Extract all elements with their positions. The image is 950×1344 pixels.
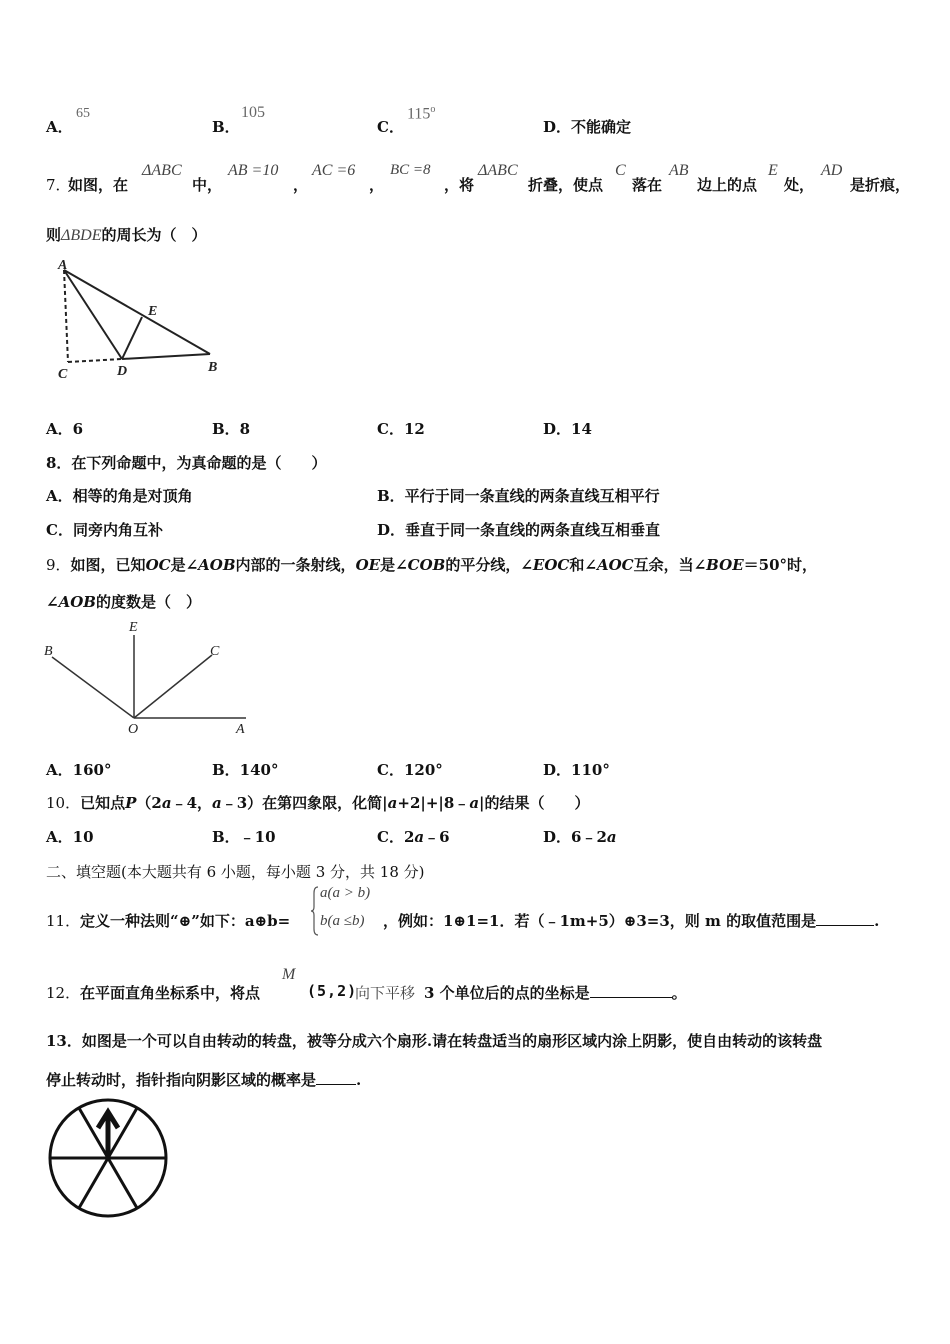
q7-math-ab: AB bbox=[669, 162, 689, 179]
q7-text: 落在 bbox=[632, 176, 663, 194]
q10-text: +2|+|8﹣ bbox=[397, 794, 470, 812]
q13-stem-line2 bbox=[46, 1069, 361, 1090]
q9-text: 如图，已知 bbox=[70, 556, 146, 574]
ray-ob bbox=[52, 657, 134, 718]
q6-option-a-label: A． bbox=[46, 118, 73, 136]
q7-math-ac: AC =6 bbox=[312, 162, 356, 179]
q7-math-triangle-abc: ΔABC bbox=[142, 162, 182, 179]
q9-text: 是∠ bbox=[380, 556, 408, 574]
q12-text-end bbox=[424, 982, 687, 1003]
q9-text: 是∠ bbox=[170, 556, 199, 574]
q12-text: 3 个单位后的点的坐标是 bbox=[424, 984, 590, 1002]
q13-text: . bbox=[356, 1071, 362, 1089]
q13-stem-line1: 13．如图是一个可以自由转动的转盘，被等分成六个扇形.请在转盘适当的扇形区域内涂上阴影，使自由转动的该转盘 bbox=[46, 1032, 823, 1050]
q9-var: EOC bbox=[532, 556, 570, 574]
q8-option-c: C．同旁内角互补 bbox=[46, 521, 163, 539]
q7-option-b: B．8 bbox=[212, 420, 251, 438]
q12-point: (5,2) bbox=[307, 982, 358, 1000]
q7-text: ，将 bbox=[444, 176, 475, 194]
q9-number: 9． bbox=[46, 556, 71, 574]
q10-text: ﹣3）在第四象限，化简| bbox=[221, 794, 388, 812]
q11-text: ，例如：1⊕1=1．若（﹣1m+5）⊕3=3，则 m 的取值范围是 bbox=[383, 912, 817, 930]
q7-text: 则 bbox=[46, 226, 62, 244]
q10-option-a: A．10 bbox=[46, 828, 94, 846]
q11-case2: b(a ≤b) bbox=[320, 913, 365, 929]
label-d: D bbox=[117, 364, 128, 379]
q10-text: 已知点 bbox=[80, 794, 126, 812]
q11-text-end bbox=[383, 910, 879, 931]
spinner-figure bbox=[46, 1096, 170, 1220]
q7-text: 是折痕， bbox=[850, 176, 911, 194]
q9-option-b: B．140° bbox=[212, 761, 279, 779]
q9-option-d: D．110° bbox=[543, 761, 610, 779]
q10-var: a bbox=[161, 794, 172, 812]
q9-var: OE bbox=[355, 556, 381, 574]
q10-option-b: B．﹣10 bbox=[212, 828, 276, 846]
q7-text: ， bbox=[293, 176, 309, 194]
q7-text: 中， bbox=[192, 176, 223, 194]
q12-text: 在平面直角坐标系中，将点 bbox=[80, 984, 261, 1002]
fold-line-cd bbox=[68, 359, 122, 362]
q10-text: |的结果（ ） bbox=[479, 794, 590, 812]
q9-var: AOB bbox=[198, 556, 236, 574]
q8-option-b: B．平行于同一条直线的两条直线互相平行 bbox=[377, 487, 660, 505]
q7-stem-line2 bbox=[46, 224, 207, 245]
q6-option-a bbox=[46, 116, 73, 137]
q9-stem-line2 bbox=[46, 591, 201, 612]
label-b: B bbox=[44, 644, 53, 659]
label-c: C bbox=[58, 367, 68, 382]
q8-option-a: A．相等的角是对顶角 bbox=[46, 487, 193, 505]
q11-text: . bbox=[874, 912, 880, 930]
q7-option-a: A．6 bbox=[46, 420, 84, 438]
label-a: A bbox=[236, 722, 245, 737]
q11-piecewise bbox=[311, 885, 383, 937]
q9-var: BOE bbox=[706, 556, 744, 574]
ray-oc bbox=[134, 655, 212, 718]
q7-text: 处， bbox=[784, 176, 815, 194]
q11-number: 11． bbox=[46, 912, 81, 930]
q7-math-point-c: C bbox=[615, 162, 626, 179]
label-b: B bbox=[208, 360, 218, 375]
label-e: E bbox=[148, 304, 158, 319]
q6-option-b-value: 105 bbox=[241, 104, 265, 121]
q6-option-a-value: 65 bbox=[76, 106, 90, 121]
q10-option-d bbox=[543, 826, 617, 847]
q11-case1: a(a > b) bbox=[320, 885, 371, 901]
q10-option-c bbox=[377, 826, 450, 847]
left-brace-icon bbox=[311, 885, 319, 937]
q13-text: 停止转动时，指针指向阴影区域的概率是 bbox=[46, 1071, 317, 1089]
q6-option-b-label: B． bbox=[212, 118, 240, 136]
q6-option-c-label: C． bbox=[377, 118, 404, 136]
q10-text: C．2 bbox=[377, 828, 415, 846]
q10-text: D．6﹣2 bbox=[543, 828, 607, 846]
line-ab bbox=[64, 270, 210, 354]
label-o: O bbox=[128, 722, 139, 737]
q12-number: 12． bbox=[46, 984, 81, 1002]
q9-option-a: A．160° bbox=[46, 761, 112, 779]
q10-var: a bbox=[606, 828, 617, 846]
answer-blank[interactable] bbox=[316, 1072, 356, 1085]
q12-math-m: M bbox=[282, 966, 296, 983]
q7-option-c: C．12 bbox=[377, 420, 425, 438]
line-db bbox=[122, 354, 210, 359]
label-a: A bbox=[58, 258, 68, 273]
section-heading: 二、填空题(本大题共有 6 小题，每小题 3 分，共 18 分) bbox=[46, 863, 425, 881]
q7-text: 边上的点 bbox=[697, 176, 758, 194]
q9-angle-figure bbox=[40, 615, 260, 740]
q9-text: 互余，当∠ bbox=[633, 556, 707, 574]
label-e: E bbox=[129, 620, 138, 635]
q10-stem bbox=[46, 792, 590, 813]
q7-text: ， bbox=[369, 176, 385, 194]
q12-text: 向下平移 bbox=[355, 984, 416, 1002]
q7-math-ad: AD bbox=[821, 162, 843, 179]
q10-var: a bbox=[387, 794, 398, 812]
q7-option-d: D．14 bbox=[543, 420, 592, 438]
q12-text: 。 bbox=[671, 984, 687, 1002]
q10-text: ﹣6 bbox=[424, 828, 450, 846]
line-de bbox=[122, 317, 142, 359]
q10-var: a bbox=[414, 828, 425, 846]
q7-math-triangle-abc: ΔABC bbox=[478, 162, 518, 179]
degree-superscript: o bbox=[430, 104, 436, 115]
q10-text: （2 bbox=[136, 794, 162, 812]
q9-text: 的平分线，∠ bbox=[445, 556, 533, 574]
q11-text-start: 定义一种法则“⊕”如下：a⊕b= bbox=[80, 912, 291, 930]
q6-option-c-value: 115$^o$ bbox=[407, 104, 436, 123]
answer-blank[interactable] bbox=[590, 985, 672, 998]
q9-var: OC bbox=[145, 556, 171, 574]
q10-number: 10． bbox=[46, 794, 81, 812]
q9-var: AOB bbox=[58, 593, 96, 611]
q10-var: a bbox=[212, 794, 222, 812]
q7-math-ab: AB =10 bbox=[228, 162, 279, 179]
q7-text: 折叠，使点 bbox=[528, 176, 604, 194]
q10-var: a bbox=[469, 794, 480, 812]
q7-text: 如图，在 bbox=[68, 176, 129, 194]
fold-line-ac bbox=[64, 270, 68, 362]
q7-text: 的周长为（ ） bbox=[101, 226, 207, 244]
q8-option-d: D．垂直于同一条直线的两条直线互相垂直 bbox=[377, 521, 661, 539]
q7-math-point-e: E bbox=[768, 162, 778, 179]
q9-text: ∠ bbox=[46, 593, 59, 611]
q9-var: COB bbox=[407, 556, 446, 574]
q9-text: 的度数是（ ） bbox=[95, 593, 201, 611]
q9-text: 内部的一条射线， bbox=[235, 556, 356, 574]
answer-blank[interactable] bbox=[816, 913, 874, 926]
q9-text: ＝50°时， bbox=[743, 556, 818, 574]
q9-var: AOC bbox=[596, 556, 634, 574]
q8-stem: 8．在下列命题中，为真命题的是（ ） bbox=[46, 454, 327, 472]
q7-number: 7． bbox=[46, 176, 71, 194]
q10-var: P bbox=[125, 794, 137, 812]
q10-text: ﹣4， bbox=[171, 794, 212, 812]
q7-math-triangle-bde: ΔBDE bbox=[61, 227, 102, 244]
q7-triangle-figure bbox=[40, 255, 240, 385]
q9-option-c: C．120° bbox=[377, 761, 443, 779]
label-c: C bbox=[210, 644, 220, 659]
q9-text: 和∠ bbox=[569, 556, 597, 574]
q7-math-bc: BC =8 bbox=[390, 162, 431, 178]
q6-option-d: D．不能确定 bbox=[543, 118, 632, 136]
q9-stem-line1 bbox=[46, 554, 817, 575]
line-ad bbox=[64, 270, 122, 359]
